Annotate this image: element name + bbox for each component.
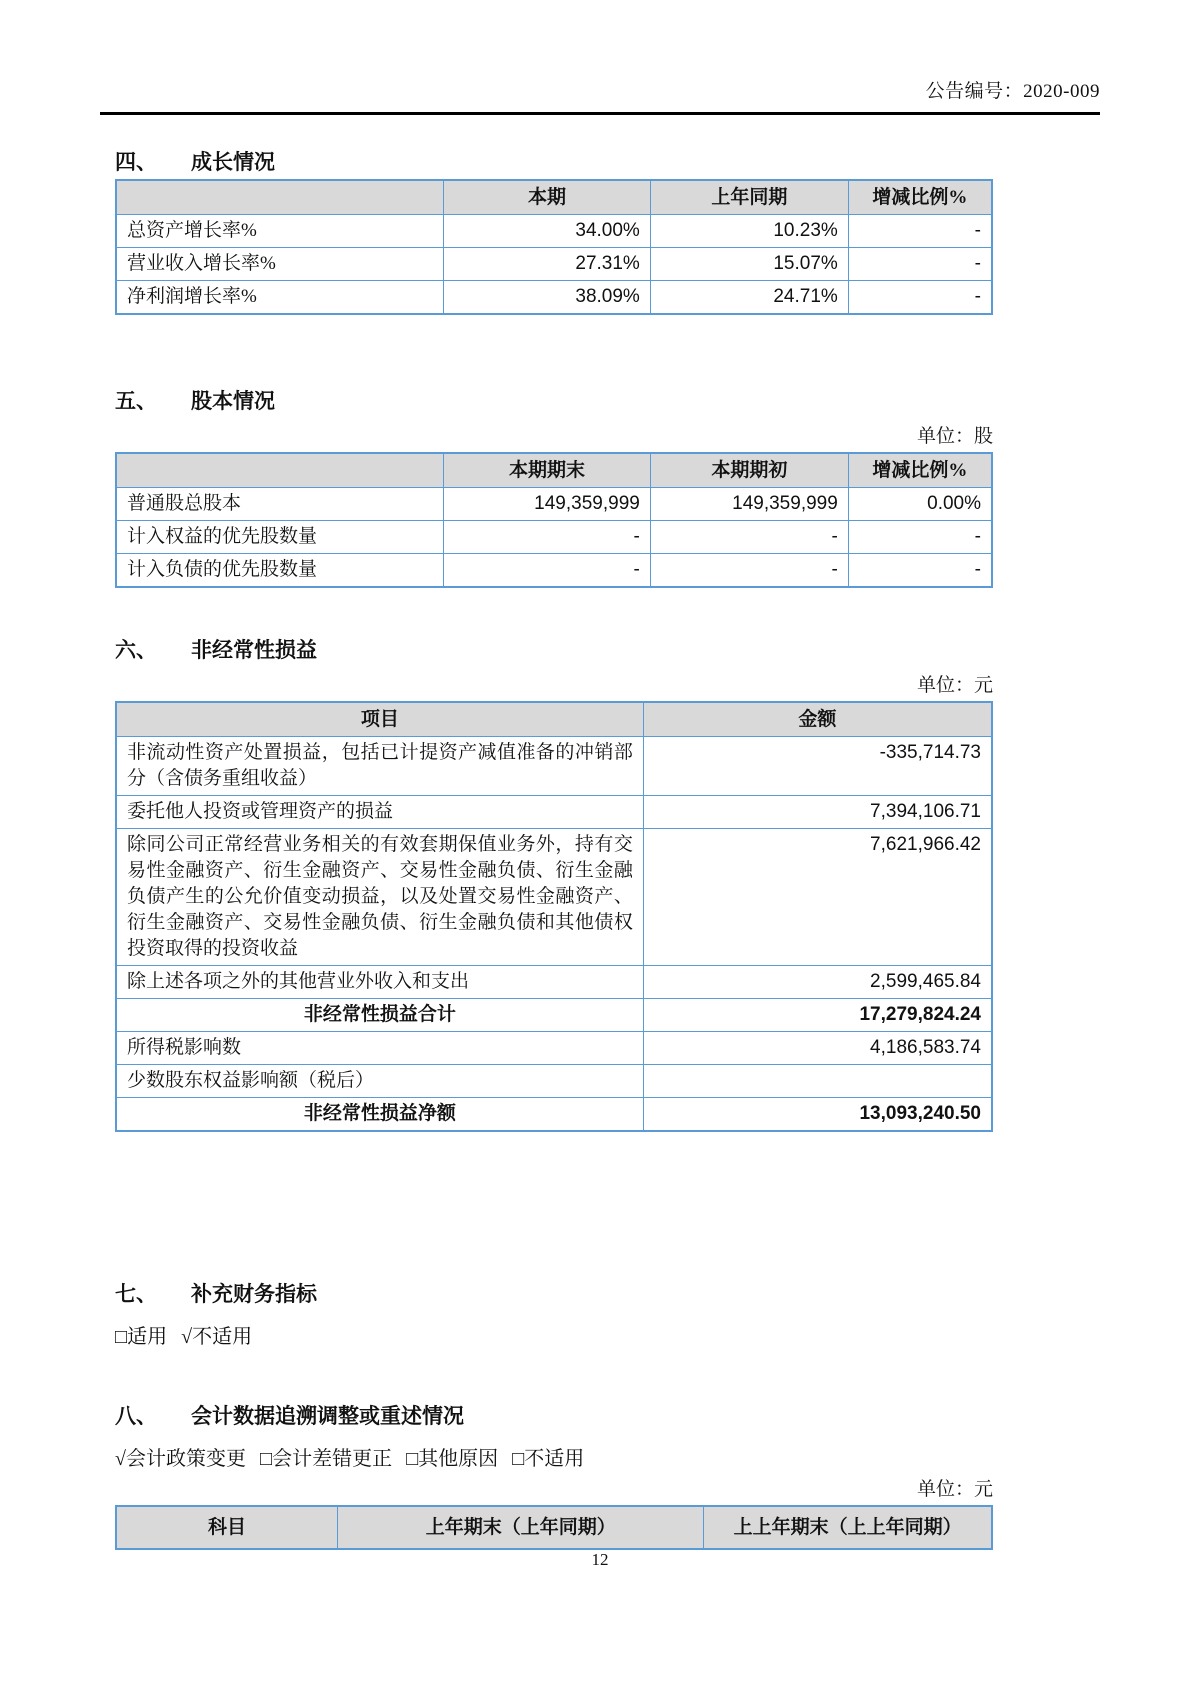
- growth-table: [115, 179, 993, 315]
- section-title: 股本情况: [191, 389, 275, 413]
- applicability-line: [115, 1324, 993, 1350]
- row-value: -: [848, 248, 992, 281]
- non-recurring-table: [115, 701, 993, 1132]
- row-value: 15.07%: [650, 248, 848, 281]
- table-row: [116, 829, 992, 966]
- table-header-row: [116, 453, 992, 488]
- section-number: 六、: [115, 638, 157, 662]
- checkbox-option: □适用: [115, 1326, 168, 1348]
- column-header: 上年期末（上年同期）: [338, 1506, 704, 1549]
- checkbox-option: □不适用: [512, 1448, 585, 1470]
- row-label: 计入权益的优先股数量: [116, 521, 444, 554]
- checkbox-option: □其他原因: [406, 1448, 499, 1470]
- table-row: [116, 488, 992, 521]
- row-label: 普通股总股本: [116, 488, 444, 521]
- section-number: 七、: [115, 1282, 157, 1306]
- column-header: 本期期初: [650, 453, 848, 488]
- row-value: -: [650, 521, 848, 554]
- table-row: [116, 248, 992, 281]
- announcement-number: 公告编号：2020-009: [925, 81, 1100, 102]
- row-label: 委托他人投资或管理资产的损益: [116, 796, 643, 829]
- table-row: [116, 966, 992, 999]
- row-label: 非流动性资产处置损益，包括已计提资产减值准备的冲销部分（含债务重组收益）: [116, 737, 643, 796]
- section-number: 四、: [115, 150, 157, 174]
- restatement-options-line: [115, 1446, 993, 1472]
- section-heading-non-recurring: [115, 636, 993, 664]
- row-value: 2,599,465.84: [643, 966, 992, 999]
- column-header: [116, 180, 444, 215]
- row-label: 净利润增长率%: [116, 281, 444, 315]
- checkbox-option: □会计差错更正: [259, 1448, 393, 1470]
- row-value: 7,621,966.42: [643, 829, 992, 966]
- row-label: 非经常性损益合计: [116, 999, 643, 1032]
- column-header: 科目: [116, 1506, 338, 1549]
- row-value: 0.00%: [848, 488, 992, 521]
- unit-label: 单位：元: [916, 1479, 993, 1500]
- column-header: 本期: [444, 180, 651, 215]
- row-value: 149,359,999: [650, 488, 848, 521]
- section-heading-share-capital: [115, 387, 993, 415]
- column-header: 上年同期: [650, 180, 848, 215]
- table-header-row: [116, 180, 992, 215]
- row-value: 38.09%: [444, 281, 651, 315]
- row-value: 34.00%: [444, 215, 651, 248]
- row-value: -: [848, 215, 992, 248]
- row-label: 非经常性损益净额: [116, 1098, 643, 1132]
- row-value: -335,714.73: [643, 737, 992, 796]
- table-header-row: [116, 1506, 992, 1549]
- column-header: 增减比例%: [848, 453, 992, 488]
- row-label: 少数股东权益影响额（税后）: [116, 1065, 643, 1098]
- row-label: 营业收入增长率%: [116, 248, 444, 281]
- checkbox-option: √不适用: [181, 1326, 253, 1348]
- page-content: [115, 130, 993, 1550]
- row-value: -: [444, 521, 651, 554]
- section-number: 八、: [115, 1404, 157, 1428]
- table-row: [116, 521, 992, 554]
- row-value: 27.31%: [444, 248, 651, 281]
- row-value: -: [848, 521, 992, 554]
- row-label: 除上述各项之外的其他营业外收入和支出: [116, 966, 643, 999]
- row-label: 计入负债的优先股数量: [116, 554, 444, 588]
- row-label: 除同公司正常经营业务相关的有效套期保值业务外，持有交易性金融资产、衍生金融资产、交易性金融负债、衍生金融负债产生的公允价值变动损益，以及处置交易性金融资产、衍生金融资产、交易性金融负债、衍生金融负债和其他债权投资取得的投资收益: [116, 829, 643, 966]
- share-capital-table: [115, 452, 993, 588]
- table-row: [116, 796, 992, 829]
- table-row: [116, 1065, 992, 1098]
- column-header: 本期期末: [444, 453, 651, 488]
- table-header-row: [116, 702, 992, 737]
- section-heading-supplementary: [115, 1280, 993, 1308]
- row-label: 总资产增长率%: [116, 215, 444, 248]
- row-value: -: [444, 554, 651, 588]
- table-row-subtotal: [116, 999, 992, 1032]
- row-value: 10.23%: [650, 215, 848, 248]
- row-value: 4,186,583.74: [643, 1032, 992, 1065]
- table-row: [116, 281, 992, 315]
- table-row: [116, 1032, 992, 1065]
- column-header: 金额: [643, 702, 992, 737]
- row-value: 149,359,999: [444, 488, 651, 521]
- section-title: 成长情况: [191, 150, 275, 174]
- section-heading-growth: [115, 148, 993, 176]
- row-value: 24.71%: [650, 281, 848, 315]
- unit-label: 单位：股: [916, 426, 993, 447]
- column-header: 增减比例%: [848, 180, 992, 215]
- restatement-table: [115, 1505, 993, 1550]
- unit-label: 单位：元: [916, 675, 993, 696]
- checkbox-option: √会计政策变更: [115, 1448, 246, 1470]
- row-value: [643, 1065, 992, 1098]
- table-row: [116, 737, 992, 796]
- row-value: -: [650, 554, 848, 588]
- section-title: 补充财务指标: [191, 1282, 317, 1306]
- section-number: 五、: [115, 389, 157, 413]
- row-value: 13,093,240.50: [643, 1098, 992, 1132]
- table-row: [116, 554, 992, 588]
- row-value: 17,279,824.24: [643, 999, 992, 1032]
- row-label: 所得税影响数: [116, 1032, 643, 1065]
- column-header: 项目: [116, 702, 643, 737]
- header-divider: [100, 112, 1100, 115]
- table-row-total: [116, 1098, 992, 1132]
- table-row: [116, 215, 992, 248]
- section-title: 非经常性损益: [191, 638, 317, 662]
- page-number: 12: [591, 1550, 609, 1569]
- column-header: 上上年期末（上上年同期）: [704, 1506, 992, 1549]
- row-value: 7,394,106.71: [643, 796, 992, 829]
- column-header: [116, 453, 444, 488]
- row-value: -: [848, 554, 992, 588]
- section-title: 会计数据追溯调整或重述情况: [191, 1404, 464, 1428]
- section-heading-restatement: [115, 1402, 993, 1430]
- row-value: -: [848, 281, 992, 315]
